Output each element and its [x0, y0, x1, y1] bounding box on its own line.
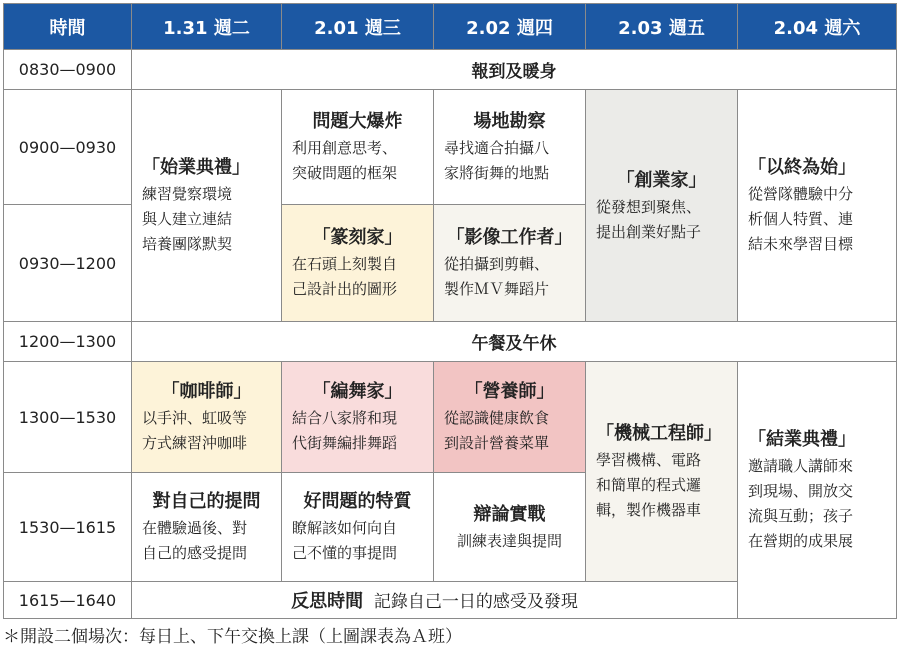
reflection-title: 反思時間	[291, 591, 364, 612]
time-slot: 1300—1530	[4, 362, 132, 473]
session-title: 對自己的提問	[152, 491, 261, 512]
header-day-2: 2.01 週三	[282, 4, 434, 50]
session-desc: 析個人特質、連	[748, 210, 854, 228]
header-day-3: 2.02 週四	[434, 4, 586, 50]
session-title: 「結業典禮」	[748, 429, 856, 450]
time-slot: 1200—1300	[4, 322, 132, 362]
session-desc: 從營隊體驗中分	[748, 185, 854, 203]
session-title: 「創業家」	[616, 169, 707, 191]
session-desc: 邀請職人講師來	[748, 457, 854, 475]
session-desc: 學習機構、電路	[596, 451, 702, 469]
session-desc: 從發想到聚焦、	[596, 197, 702, 216]
checkin-cell: 報到及暖身	[132, 50, 897, 90]
session-desc: 在石頭上刻製自	[292, 255, 398, 273]
session-opening	[132, 90, 282, 322]
session-title: 辯論實戰	[473, 503, 546, 525]
session-title: 「咖啡師」	[161, 381, 252, 402]
session-self-question	[132, 473, 282, 582]
header-day-4: 2.03 週五	[586, 4, 738, 50]
session-site-survey	[434, 90, 586, 205]
session-desc: 提出創業好點子	[596, 222, 702, 241]
session-mechanical-engineer	[586, 362, 738, 582]
session-title: 「篆刻家」	[312, 227, 403, 248]
session-desc: 瞭解該如何向自	[292, 519, 398, 537]
session-desc: 突破問題的框架	[292, 164, 398, 182]
session-title: 「影像工作者」	[446, 227, 573, 248]
session-desc: 結合八家將和現	[292, 409, 398, 427]
time-slot: 1530—1615	[4, 473, 132, 582]
session-title: 好問題的特質	[303, 491, 412, 512]
session-desc: 從拍攝到剪輯、	[444, 255, 550, 273]
session-desc: 訓練表達與提問	[456, 531, 562, 550]
session-good-question	[282, 473, 434, 582]
session-desc: 到現場、開放交	[748, 482, 854, 500]
session-title: 「始業典禮」	[142, 157, 250, 178]
header-day-5: 2.04 週六	[738, 4, 897, 50]
header-time: 時間	[4, 4, 132, 50]
session-desc: 輯，製作機器車	[596, 501, 702, 519]
session-title: 「編舞家」	[312, 381, 403, 402]
session-desc: 流與互動；孩子	[748, 507, 854, 525]
lunch-cell: 午餐及午休	[132, 322, 897, 362]
time-slot: 0830—0900	[4, 50, 132, 90]
session-debate	[434, 473, 586, 582]
session-title: 「營養師」	[464, 381, 555, 402]
session-desc: 尋找適合拍攝八	[444, 139, 550, 157]
session-barista	[132, 362, 282, 473]
session-entrepreneur	[586, 90, 738, 322]
session-desc: 從認識健康飲食	[444, 409, 550, 427]
session-seal-carver	[282, 205, 434, 322]
reflection-cell	[132, 582, 738, 619]
session-choreographer	[282, 362, 434, 473]
session-desc: 方式練習沖咖啡	[142, 434, 248, 452]
session-video-worker	[434, 205, 586, 322]
session-desc: 練習覺察環境	[142, 185, 233, 203]
session-desc: 和簡單的程式邏	[596, 476, 702, 494]
header-day-1: 1.31 週二	[132, 4, 282, 50]
session-title: 場地勘察	[473, 111, 546, 132]
session-desc: 自己的感受提問	[142, 544, 248, 562]
session-desc: 到設計營養菜單	[444, 434, 550, 452]
session-desc: 在營期的成果展	[748, 532, 854, 550]
time-slot: 1615—1640	[4, 582, 132, 619]
session-desc: 在體驗過後、對	[142, 519, 248, 537]
session-title: 「機械工程師」	[596, 423, 722, 444]
session-desc: 結未來學習目標	[748, 235, 854, 253]
session-desc: 己不懂的事提問	[292, 544, 398, 562]
footnote: ＊開設二個場次：每日上、下午交換上課（上圖課表為Ａ班）	[3, 627, 462, 647]
reflection-text: 記錄自己一日的感受及發現	[373, 592, 578, 612]
time-slot: 0930—1200	[4, 205, 132, 322]
session-title: 「以終為始」	[748, 157, 856, 178]
session-desc: 培養團隊默契	[142, 235, 233, 253]
session-title: 問題大爆炸	[312, 111, 403, 132]
session-nutritionist	[434, 362, 586, 473]
session-closing	[738, 362, 897, 619]
session-begin-with-end	[738, 90, 897, 322]
session-desc: 代街舞編排舞蹈	[292, 434, 398, 452]
session-problem-explosion	[282, 90, 434, 205]
session-desc: 家將街舞的地點	[444, 164, 550, 182]
session-desc: 與人建立連結	[142, 210, 233, 228]
session-desc: 以手沖、虹吸等	[142, 409, 248, 427]
time-slot: 0900—0930	[4, 90, 132, 205]
session-desc: 利用創意思考、	[292, 139, 398, 157]
session-desc: 己設計出的圖形	[292, 280, 398, 298]
session-desc: 製作ＭＶ舞蹈片	[444, 280, 550, 298]
schedule-table	[3, 3, 897, 619]
